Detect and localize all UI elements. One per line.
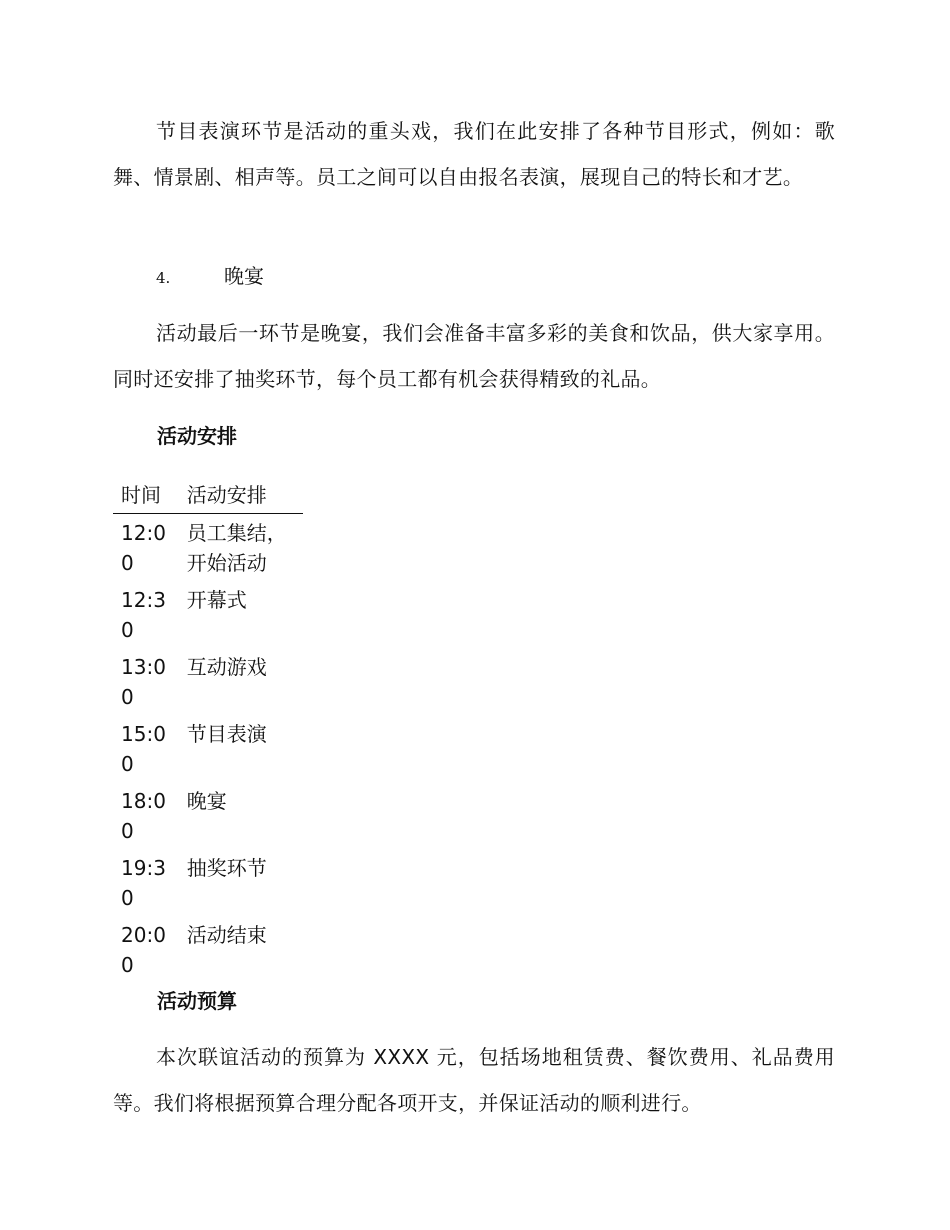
list-item-dinner	[156, 262, 264, 292]
table-cell-event: 抽奖环节	[186, 856, 267, 880]
table-header-time: 时间	[113, 481, 179, 514]
paragraph-budget: 本次联谊活动的预算为 XXXX 元，包括场地租赁费、餐饮费用、礼品费用等。我们将根据预算合理分配各项开支，并保证活动的顺利进行。	[113, 1045, 835, 1115]
table-cell-time: 13:00	[121, 655, 166, 709]
list-number: 4.	[156, 269, 171, 287]
table-row	[113, 581, 303, 648]
table-row	[113, 916, 303, 983]
table-row	[113, 782, 303, 849]
table-row	[113, 849, 303, 916]
table-cell-time: 12:30	[121, 588, 166, 642]
paragraph-dinner: 活动最后一环节是晚宴，我们会准备丰富多彩的美食和饮品，供大家享用。同时还安排了抽奖环节，每个员工都有机会获得精致的礼品。	[113, 321, 835, 391]
table-cell-time: 18:00	[121, 789, 166, 843]
table-cell-event: 员工集结，开始活动	[186, 521, 287, 575]
table-row	[113, 648, 303, 715]
heading-budget: 活动预算	[157, 989, 237, 1013]
table-row	[113, 514, 303, 582]
table-cell-time: 20:00	[121, 923, 166, 977]
schedule-table	[113, 481, 303, 983]
table-row	[113, 715, 303, 782]
table-header-event: 活动安排	[179, 481, 303, 514]
table-cell-event: 互动游戏	[186, 655, 267, 679]
heading-schedule: 活动安排	[157, 424, 237, 448]
table-cell-event: 晚宴	[186, 789, 227, 813]
paragraph-program-performance: 节目表演环节是活动的重头戏，我们在此安排了各种节目形式，例如：歌舞、情景剧、相声等。员工之间可以自由报名表演，展现自己的特长和才艺。	[113, 119, 835, 189]
table-cell-time: 19:30	[121, 856, 166, 910]
table-cell-time: 12:00	[121, 521, 166, 575]
table-cell-event: 活动结束	[186, 923, 267, 947]
table-header-row	[113, 481, 303, 514]
table-cell-event: 开幕式	[186, 588, 247, 612]
table-cell-event: 节目表演	[186, 722, 267, 746]
list-item-label: 晚宴	[224, 264, 264, 288]
table-cell-time: 15:00	[121, 722, 166, 776]
